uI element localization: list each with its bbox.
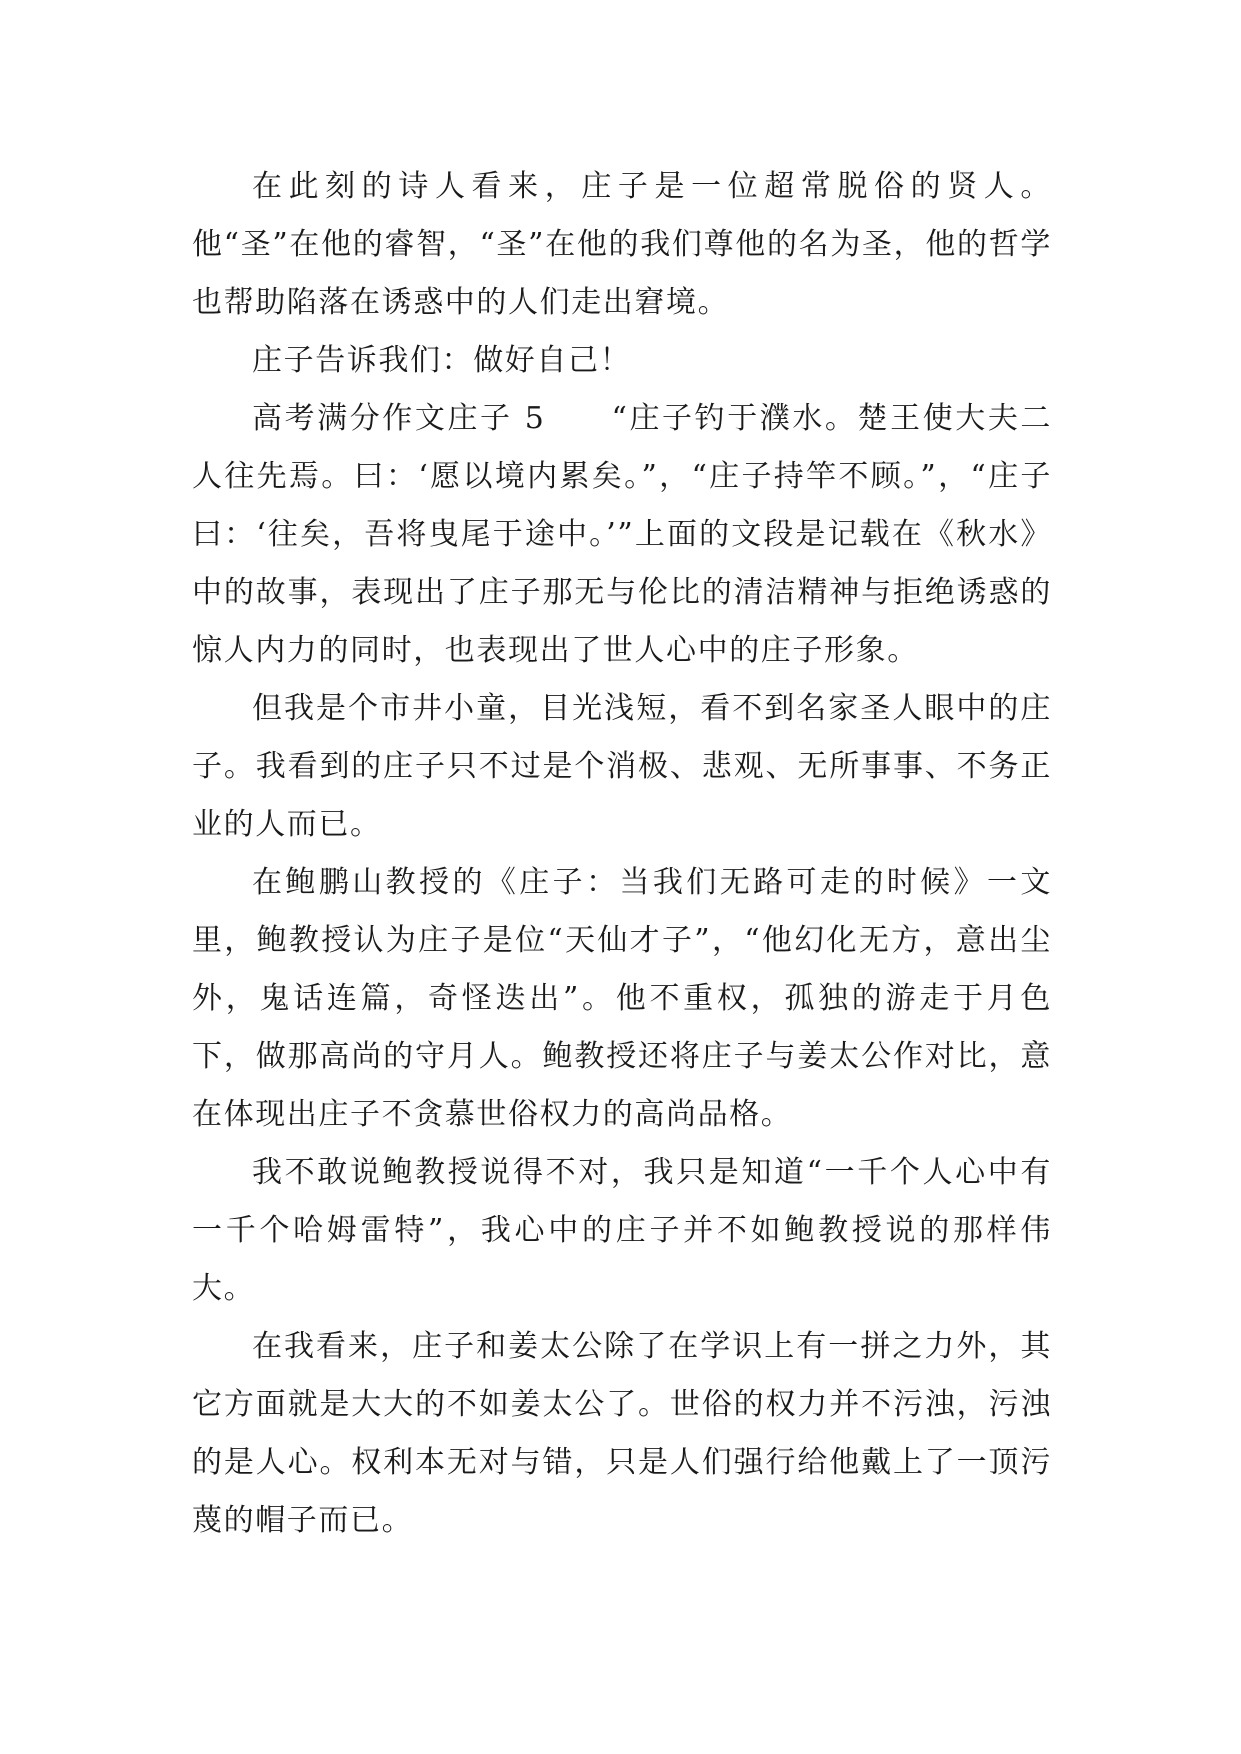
paragraph-2: 庄子告诉我们：做好自己！ (252, 343, 632, 378)
paragraph-1: 在此刻的诗人看来，庄子是一位超常脱俗的贤人。他“圣”在他的睿智，“圣”在他的我们尊他的名为圣，他的哲学也帮助陷落在诱惑中的人们走出窘境。 (192, 169, 1052, 320)
paragraph-5: 在鲍鹏山教授的《庄子：当我们无路可走的时候》一文里，鲍教授认为庄子是位“天仙才子”，“他幻化无方，意出尘外，鬼话连篇，奇怪迭出”。他不重权，孤独的游走于月色下，做那高尚的守月人。鲍教授还将庄子与姜太公作对比，意在体现出庄子不贪慕世俗权力的高尚品格。 (192, 865, 1052, 1132)
paragraph-3: 高考满分作文庄子 5 “庄子钓于濮水。楚王使大夫二人往先焉。曰：‘愿以境内累矣。”，“庄子持竿不顾。”，“庄子曰：‘往矣，吾将曳尾于途中。’”上面的文段是记载在《秋水》中的故事，表现出了庄子那无与伦比的清洁精神与拒绝诱惑的惊人内力的同时，也表现出了世人心中的庄子形象。 (192, 401, 1052, 668)
document-body (192, 158, 1052, 1550)
paragraph-7: 在我看来，庄子和姜太公除了在学识上有一拼之力外，其它方面就是大大的不如姜太公了。世俗的权力并不污浊，污浊的是人心。权利本无对与错，只是人们强行给他戴上了一顶污蔑的帽子而已。 (192, 1329, 1052, 1538)
paragraph-4: 但我是个市井小童，目光浅短，看不到名家圣人眼中的庄子。我看到的庄子只不过是个消极、悲观、无所事事、不务正业的人而已。 (192, 691, 1052, 842)
paragraph-6: 我不敢说鲍教授说得不对，我只是知道“一千个人心中有一千个哈姆雷特”，我心中的庄子并不如鲍教授说的那样伟大。 (192, 1155, 1052, 1306)
